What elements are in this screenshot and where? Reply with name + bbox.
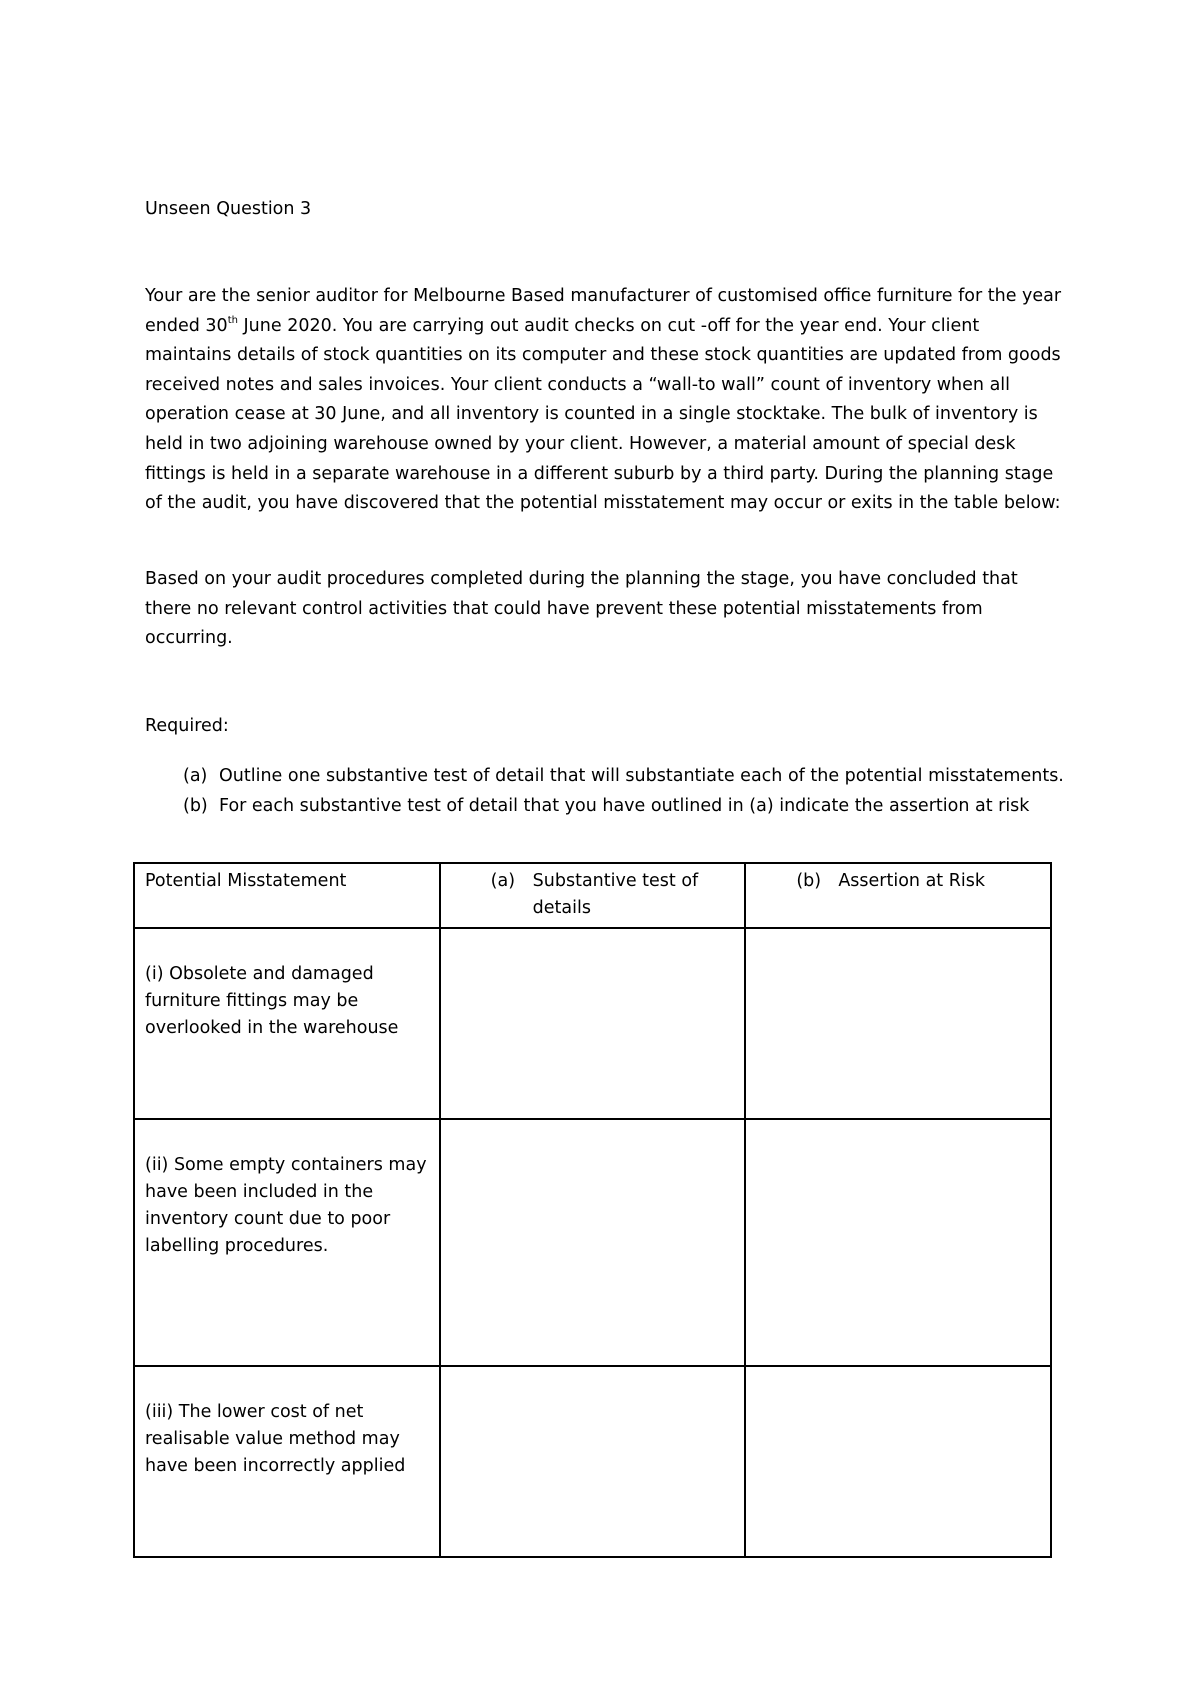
misstatement-cell <box>134 928 440 1119</box>
header-substantive-test <box>440 863 746 928</box>
requirement-b-text: For each substantive test of detail that you have outlined in (a) indicate the assertion at risk <box>219 795 1030 816</box>
requirement-b-marker: (b) <box>183 795 208 816</box>
table-row <box>134 1119 1051 1366</box>
assertion-answer-cell[interactable] <box>745 1366 1051 1557</box>
misstatement-text: (i) Obsolete and damaged furniture fittings may be overlooked in the warehouse <box>145 963 399 1039</box>
table-row <box>134 1366 1051 1557</box>
table-row <box>134 928 1051 1119</box>
header-substantive-test-label: Substantive test of details <box>532 871 699 919</box>
requirement-a <box>145 762 1085 792</box>
substantive-test-answer-cell[interactable] <box>440 1366 746 1557</box>
substantive-test-answer-cell[interactable] <box>440 1119 746 1366</box>
scenario-text-end: June 2020. You are carrying out audit checks on cut -off for the year end. Your client maintains details of stock quantities on its computer and these stock quantities are updated from goods received notes and sales invoices. Your client conducts a “wall-to wall” count of inventory when all operation cease at 30 June, and all inventory is counted in a single stocktake. The bulk of inventory is held in two adjoining warehouse owned by your client. However, a material amount of special desk fittings is held in a separate warehouse in a different suburb by a third party. During the planning stage of the audit, you have discovered that the potential misstatement may occur or exits in the table below: <box>145 315 1061 514</box>
required-label: Required: <box>145 716 229 736</box>
ordinal-superscript: th <box>227 314 238 326</box>
assertion-answer-cell[interactable] <box>745 928 1051 1119</box>
header-substantive-test-content <box>451 868 735 923</box>
misstatement-cell <box>134 1119 440 1366</box>
misstatement-cell <box>134 1366 440 1557</box>
assertion-answer-cell[interactable] <box>745 1119 1051 1366</box>
misstatement-text: (ii) Some empty containers may have been included in the inventory count due to poor labelling procedures. <box>145 1154 427 1257</box>
misstatement-table <box>133 862 1052 1558</box>
header-a-marker: (a) <box>490 871 516 891</box>
scenario-paragraph <box>145 282 1065 519</box>
header-assertion-at-risk <box>745 863 1051 928</box>
table-header-row <box>134 863 1051 928</box>
misstatement-text: (iii) The lower cost of net realisable value method may have been incorrectly applied <box>145 1401 406 1477</box>
header-assertion-content <box>756 868 1040 895</box>
conclusion-paragraph: Based on your audit procedures completed during the planning the stage, you have concluded that there no relevant control activities that could have prevent these potential misstatements from occurring. <box>145 569 1018 649</box>
header-potential-misstatement <box>134 863 440 928</box>
header-assertion-label: Assertion at Risk <box>838 871 985 891</box>
requirement-a-text: Outline one substantive test of detail that will substantiate each of the potential misstatements. <box>219 766 1064 786</box>
question-title: Unseen Question 3 <box>145 199 312 219</box>
header-potential-misstatement-label: Potential Misstatement <box>145 871 347 891</box>
scenario-text-start: Your are the senior auditor for Melbourne Based manufacturer of customised office furniture for the year ended 30 <box>145 286 1062 336</box>
header-b-marker: (b) <box>796 871 822 891</box>
requirement-a-marker: (a) <box>183 766 208 786</box>
requirement-b <box>145 792 1085 822</box>
substantive-test-answer-cell[interactable] <box>440 928 746 1119</box>
requirements-list <box>145 762 1085 821</box>
